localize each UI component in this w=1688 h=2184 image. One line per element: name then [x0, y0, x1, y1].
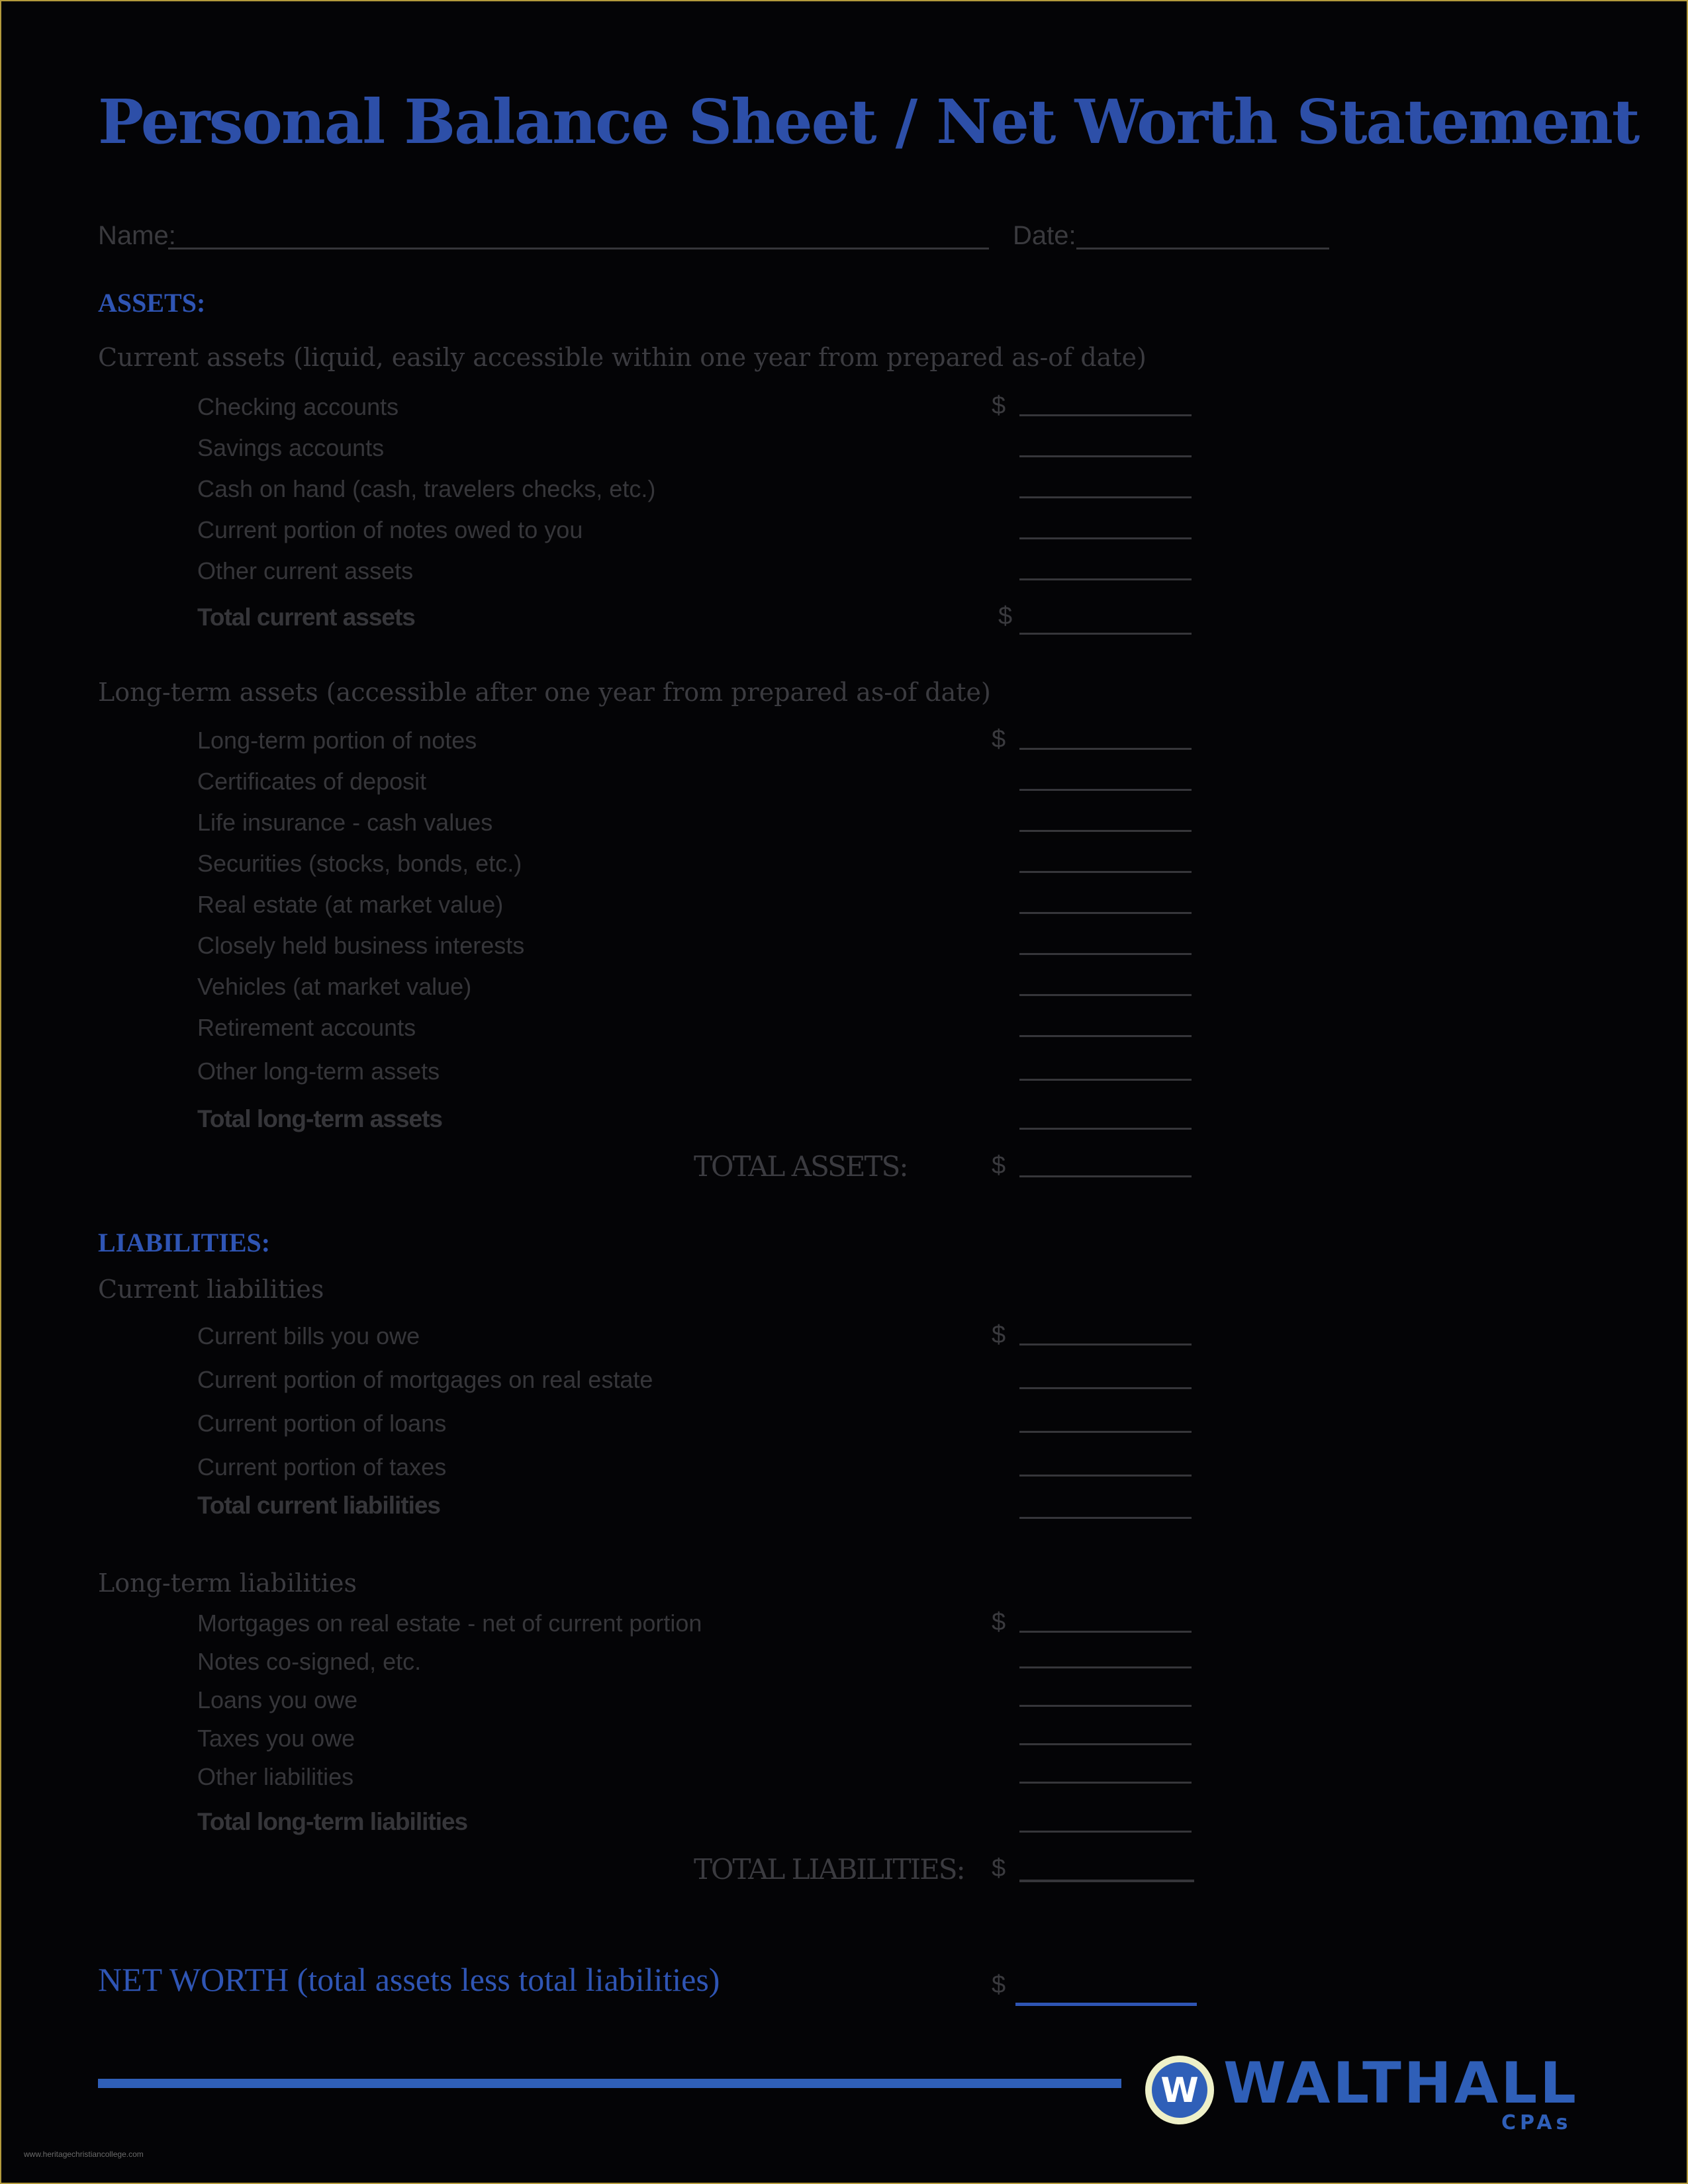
amount-field[interactable]: [1019, 1666, 1192, 1668]
line-item-label: Real estate (at market value): [197, 891, 504, 918]
line-item-label: Loans you owe: [197, 1686, 358, 1713]
amount-field[interactable]: [1019, 789, 1192, 791]
line-item-label: Savings accounts: [197, 434, 385, 461]
logo-subtitle: CPAs: [1501, 2111, 1572, 2134]
long-term-liabilities-heading: Long-term liabilities: [98, 1569, 357, 1598]
net-worth-label: NET WORTH (total assets less total liabilities): [98, 1961, 720, 1998]
amount-field[interactable]: [1019, 953, 1192, 955]
line-item-label: Checking accounts: [197, 393, 399, 420]
amount-field[interactable]: [1019, 1431, 1192, 1433]
line-item-label: Current portion of loans: [197, 1410, 447, 1437]
net-worth-field[interactable]: [1015, 2003, 1197, 2006]
logo-wordmark: WALTHALL: [1223, 2050, 1579, 2116]
line-item-label: Current portion of notes owed to you: [197, 516, 583, 543]
total-current-assets-field[interactable]: [1019, 633, 1192, 635]
amount-field[interactable]: [1019, 830, 1192, 832]
line-item-label: Other liabilities: [197, 1763, 354, 1790]
currency-symbol: $: [992, 1321, 1006, 1349]
total-current-assets-label: Total current assets: [197, 604, 415, 631]
liabilities-heading: LIABILITIES:: [98, 1228, 271, 1257]
total-liabilities-field[interactable]: [1019, 1880, 1194, 1882]
currency-symbol: $: [992, 1854, 1006, 1882]
name-field[interactable]: [168, 248, 989, 250]
line-item-label: Notes co-signed, etc.: [197, 1648, 422, 1675]
assets-heading: ASSETS:: [98, 288, 206, 318]
amount-field[interactable]: [1019, 414, 1192, 416]
amount-field[interactable]: [1019, 496, 1192, 498]
line-item-label: Current portion of taxes: [197, 1453, 447, 1480]
amount-field[interactable]: [1019, 1475, 1192, 1477]
line-item-label: Other current assets: [197, 557, 414, 584]
line-item-label: Current bills you owe: [197, 1322, 420, 1349]
total-assets-label: TOTAL ASSETS:: [694, 1150, 908, 1183]
currency-symbol: $: [992, 1971, 1006, 1999]
line-item-label: Long-term portion of notes: [197, 727, 477, 754]
line-item-label: Closely held business interests: [197, 932, 525, 959]
total-current-liabilities-label: Total current liabilities: [197, 1492, 441, 1519]
total-long-term-liabilities-label: Total long-term liabilities: [197, 1808, 468, 1835]
line-item-label: Certificates of deposit: [197, 768, 427, 795]
name-label: Name:: [98, 221, 176, 250]
page-title: Personal Balance Sheet / Net Worth Statement: [98, 86, 1639, 158]
total-assets-field[interactable]: [1019, 1175, 1192, 1177]
total-long-term-assets-label: Total long-term assets: [197, 1105, 443, 1132]
line-item-label: Securities (stocks, bonds, etc.): [197, 850, 522, 877]
line-item-label: Other long-term assets: [197, 1058, 440, 1085]
amount-field[interactable]: [1019, 1743, 1192, 1745]
amount-field[interactable]: [1019, 994, 1192, 996]
amount-field[interactable]: [1019, 1079, 1192, 1081]
current-liabilities-heading: Current liabilities: [98, 1275, 324, 1304]
amount-field[interactable]: [1019, 1387, 1192, 1389]
amount-field[interactable]: [1019, 537, 1192, 539]
total-current-liabilities-field[interactable]: [1019, 1517, 1192, 1519]
amount-field[interactable]: [1019, 1343, 1192, 1345]
amount-field[interactable]: [1019, 1035, 1192, 1037]
line-item-label: Taxes you owe: [197, 1725, 355, 1752]
line-item-label: Retirement accounts: [197, 1014, 416, 1041]
current-assets-heading: Current assets (liquid, easily accessible within one year from prepared as-of date): [98, 343, 1147, 372]
long-term-assets-heading: Long-term assets (accessible after one year from prepared as-of date): [98, 678, 991, 707]
logo-mark-letter: W: [1160, 2071, 1199, 2111]
total-liabilities-label: TOTAL LIABILITIES:: [694, 1853, 964, 1886]
total-long-term-assets-field[interactable]: [1019, 1128, 1192, 1130]
line-item-label: Vehicles (at market value): [197, 973, 472, 1000]
date-label: Date:: [1013, 221, 1076, 250]
amount-field[interactable]: [1019, 871, 1192, 873]
currency-symbol: $: [992, 1608, 1006, 1636]
currency-symbol: $: [992, 392, 1006, 420]
amount-field[interactable]: [1019, 1782, 1192, 1784]
amount-field[interactable]: [1019, 1631, 1192, 1633]
amount-field[interactable]: [1019, 912, 1192, 914]
footer-bar: [98, 2079, 1121, 2088]
date-field[interactable]: [1076, 248, 1329, 250]
line-item-label: Cash on hand (cash, travelers checks, etc.): [197, 475, 656, 502]
amount-field[interactable]: [1019, 455, 1192, 457]
line-item-label: Current portion of mortgages on real estate: [197, 1366, 653, 1393]
currency-symbol: $: [992, 1152, 1006, 1179]
line-item-label: Mortgages on real estate - net of current portion: [197, 1610, 702, 1637]
currency-symbol: $: [998, 602, 1013, 630]
amount-field[interactable]: [1019, 748, 1192, 750]
amount-field[interactable]: [1019, 578, 1192, 580]
currency-symbol: $: [992, 725, 1006, 753]
total-long-term-liabilities-field[interactable]: [1019, 1831, 1192, 1833]
amount-field[interactable]: [1019, 1705, 1192, 1707]
walthall-logo-icon: [1144, 2054, 1215, 2126]
line-item-label: Life insurance - cash values: [197, 809, 493, 836]
watermark: www.heritagechristiancollege.com: [24, 2150, 144, 2159]
